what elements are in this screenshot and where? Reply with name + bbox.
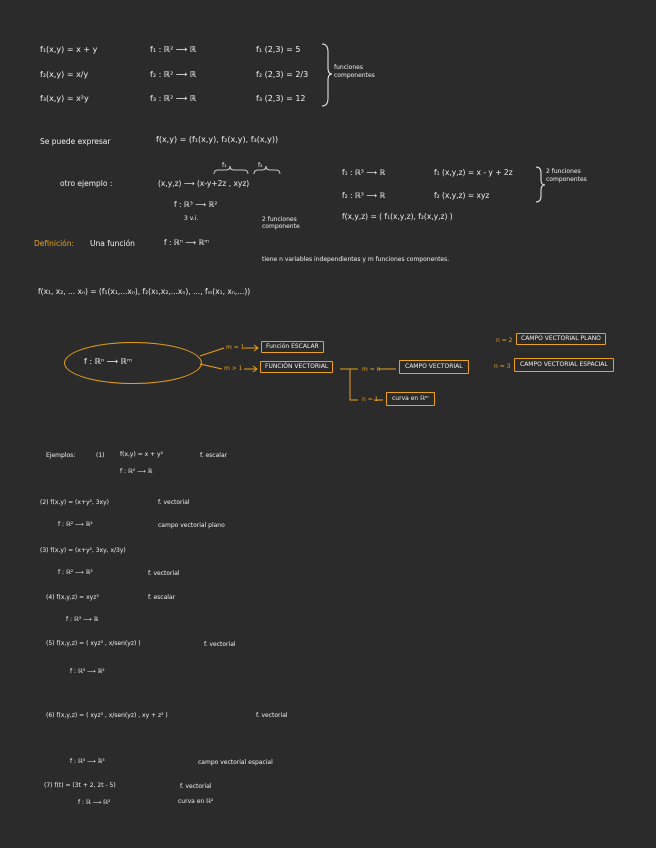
example-6-type: f. vectorial (256, 712, 288, 719)
f1-evaluation: f₁ (2,3) = 5 (256, 45, 301, 54)
example-var-label: 3 v.i. (184, 215, 199, 222)
example-comp-label: 2 funciones componente (262, 216, 300, 231)
examples-title: Ejemplos: (46, 452, 76, 459)
example-4-type: f. escalar (148, 594, 176, 601)
example-lead: otro ejemplo : (60, 179, 113, 188)
example-6-definition: (6) f(x,y,z) = ( xyz³ , x/sen(yz) , xy + z² ) (46, 712, 168, 719)
example-f1-label: f₁ (222, 162, 227, 169)
diagram-scalar-box: Función ESCALAR (261, 341, 324, 353)
definition-text: Una función (90, 239, 135, 248)
express-lead: Se puede expresar (40, 137, 111, 146)
definition-explanation: tiene n variables independientes y m funciones componentes. (262, 256, 450, 263)
example-2-note: campo vectorial plano (158, 522, 225, 529)
express-formula: f(x,y) = (f₁(x,y), f₂(x,y), f₃(x,y)) (156, 135, 279, 144)
f3-evaluation: f₃ (2,3) = 12 (256, 94, 306, 103)
example-7-definition: (7) f(t) = (3t + 2, 2t - 5) (44, 782, 116, 789)
f1-overbrace (214, 166, 248, 174)
example-7-mapping: f : ℝ ⟶ ℝ² (78, 799, 111, 806)
example-1-definition: f(x,y) = x + y² (120, 451, 163, 458)
example-mapping: f : ℝ³ ⟶ ℝ² (174, 200, 218, 209)
example-right-brace-label: 2 funciones componentes (546, 168, 587, 184)
example-right-f2-map: f₂ : ℝ³ ⟶ ℝ (342, 191, 386, 200)
f1-mapping: f₁ : ℝ² ⟶ ℝ (150, 45, 197, 54)
example-f2-label: f₂ (258, 162, 263, 169)
example-right-f2-def: f₂ (x,y,z) = xyz (434, 191, 490, 200)
f3-definition: f₃(x,y) = x²y (40, 94, 89, 103)
diagram-plane-field-box: CAMPO VECTORIAL PLANO (516, 333, 606, 345)
example-right-formula: f(x,y,z) = ( f₁(x,y,z), f₂(x,y,z) ) (342, 212, 453, 221)
definition-keyword: Definición: (34, 239, 75, 248)
definition-mapping: f : ℝⁿ ⟶ ℝᵐ (164, 238, 209, 247)
example-7-note: curva en ℝ² (178, 798, 214, 805)
diagram-curve-box: curva en ℝᵐ (386, 392, 435, 406)
example-brace (536, 167, 545, 202)
arrow-to-scalar (200, 348, 224, 356)
diagram-vector-box: FUNCIÓN VECTORIAL (260, 361, 333, 373)
components-brace-label: funciones componentes (334, 64, 375, 80)
example-5-mapping: f : ℝ³ ⟶ ℝ² (70, 668, 105, 675)
f3-mapping: f₃ : ℝ² ⟶ ℝ (150, 94, 197, 103)
diagram-n3-label: n = 3 (494, 363, 511, 370)
example-5-definition: (5) f(x,y,z) = ( xyz³ , x/sen(yz) ) (46, 640, 141, 647)
example-6-mapping: f : ℝ³ ⟶ ℝ³ (70, 758, 105, 765)
example-3-type: f. vectorial (148, 570, 180, 577)
f2-overbrace (254, 166, 280, 174)
example-1-number: (1) (96, 452, 105, 459)
example-1-mapping: f : ℝ² ⟶ ℝ (120, 468, 153, 475)
example-formula: (x,y,z) ⟶ (x-y+2z , xyz) (158, 179, 250, 188)
diagram-m1-label: m = 1 (226, 344, 245, 351)
example-7-type: f. vectorial (180, 783, 212, 790)
diagram-n1-label: n = 1 (362, 396, 379, 403)
diagram-mn-label: m = n (362, 366, 381, 373)
example-2-type: f. vectorial (158, 499, 190, 506)
example-5-type: f. vectorial (204, 641, 236, 648)
example-6-note: campo vectorial espacial (198, 759, 273, 766)
f1-definition: f₁(x,y) = x + y (40, 45, 98, 54)
example-4-definition: (4) f(x,y,z) = xyz³ (46, 594, 99, 601)
diagram-n2-label: n = 2 (496, 337, 513, 344)
definition-general-formula: f(x₁, x₂, ... xₙ) = (f₁(x₁,...xₙ), f₂(x₁,x₂,...xₙ), ..., fₘ(x₁, xₙ,...)) (38, 287, 251, 296)
diagram-mgt1-label: m > 1 (224, 365, 243, 372)
components-brace (322, 44, 332, 106)
diagram-space-field-box: CAMPO VECTORIAL ESPACIAL (514, 358, 614, 372)
example-4-mapping: f : ℝ³ ⟶ ℝ (66, 616, 99, 623)
example-right-f1-def: f₁ (x,y,z) = x - y + 2z (434, 168, 513, 177)
example-2-mapping: f : ℝ² ⟶ ℝ² (58, 521, 93, 528)
f2-definition: f₂(x,y) = x/y (40, 70, 89, 79)
example-1-type: f. escalar (200, 452, 228, 459)
f2-mapping: f₂ : ℝ² ⟶ ℝ (150, 70, 197, 79)
diagram-center-mapping: f : ℝⁿ ⟶ ℝᵐ (84, 357, 132, 366)
example-3-definition: (3) f(x,y) = (x+y², 3xy, x/3y) (40, 547, 126, 554)
example-3-mapping: f : ℝ² ⟶ ℝ³ (58, 569, 93, 576)
example-right-f1-map: f₁ : ℝ³ ⟶ ℝ (342, 168, 386, 177)
diagram-field-box: CAMPO VECTORIAL (399, 360, 469, 374)
arrow-to-vector (200, 364, 222, 369)
f2-evaluation: f₂ (2,3) = 2/3 (256, 70, 309, 79)
connector-vector-to-curve (350, 369, 358, 400)
example-2-definition: (2) f(x,y) = (x+y², 3xy) (40, 499, 109, 506)
